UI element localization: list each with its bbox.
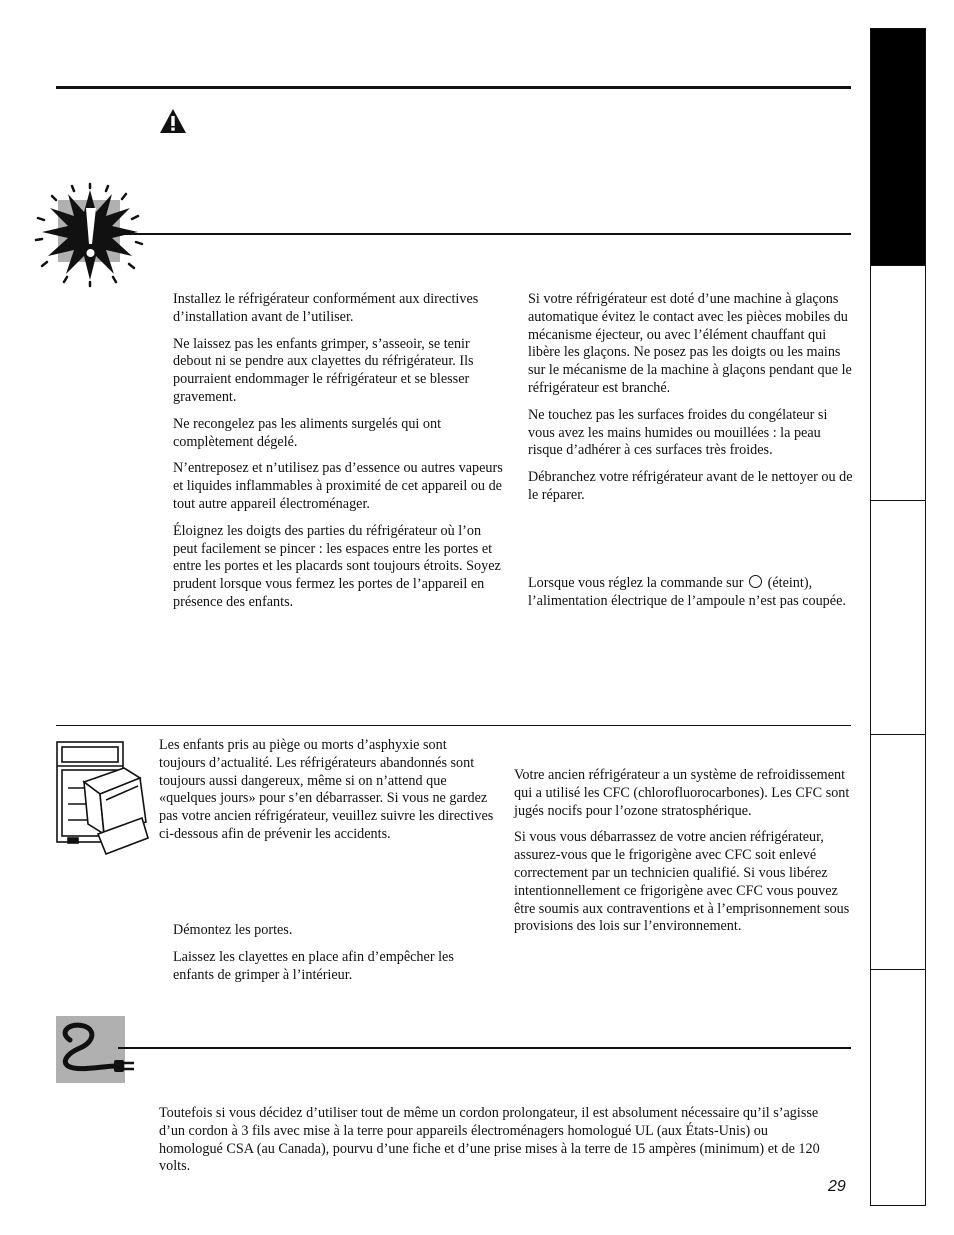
safety-paragraph: N’entreposez et n’utilisez pas d’essence ou autres vapeurs et liquides inflammables à proximité de cet appareil ou de tout autre appareil électroménager.	[173, 460, 503, 512]
section-tab[interactable]	[871, 735, 925, 970]
disposal-right-column	[514, 767, 854, 945]
safety-section-rule	[118, 233, 851, 235]
section-tab[interactable]	[871, 266, 925, 501]
light-paragraph	[528, 575, 854, 611]
light-paragraph-block	[528, 575, 854, 620]
safety-paragraph: Ne recongelez pas les aliments surgelés qui ont complètement dégelé.	[173, 415, 442, 450]
section-tab-active[interactable]	[871, 29, 925, 266]
page-number: 29	[828, 1178, 846, 1195]
safety-paragraph: Si votre réfrigérateur est doté d’une machine à glaçons automatique évitez le contact avec les pièces mobiles du mécanisme éjecteur, ou avec l’élément chauffant qui libère les glaçons. Ne posez pas les doigts ou les mains sur le mécanisme de la machine à glaçons pendant que le réfrigérateur est branché.	[528, 291, 852, 396]
safety-paragraph: Installez le réfrigérateur conformément aux directives d’installation avant de l’utiliser.	[173, 291, 479, 325]
light-paragraph-start: Lorsque vous réglez la commande sur	[528, 575, 744, 591]
refrigerator-icon	[54, 738, 150, 858]
section-tab[interactable]	[871, 970, 925, 1205]
disposal-intro: Les enfants pris au piège ou morts d’asphyxie sont toujours d’actualité. Les réfrigérateurs abandonnés sont toujours aussi dangereux, même si on n’attend que «quelques jours» pour s’en débarrasser. Si vous ne gardez pas votre ancien réfrigérateur, veuillez suivre les directives ci-dessous afin de prévenir les accidents.	[159, 737, 494, 842]
off-circle-icon	[749, 575, 762, 588]
safety-paragraph: Débranchez votre réfrigérateur avant de le nettoyer ou de le réparer.	[528, 469, 853, 503]
cfc-paragraph: Si vous vous débarrassez de votre ancien réfrigérateur, assurez-vous que le frigorigène avec CFC soit enlevé correctement par un technicien qualifié. Si vous libérez intentionnellement ce frigorigène avec CFC vous pouvez être soumis aux contraventions et à l’emprisonnement sous provisions des lois sur l’environnement.	[514, 829, 850, 935]
safety-paragraph: Éloignez les doigts des parties du réfrigérateur où l’on peut facilement se pincer : les espaces entre les portes et entre les portes et les placards sont toujours étroits. Soyez prudent lorsque vous fermez les portes de l’appareil en présence des enfants.	[173, 522, 501, 610]
cfc-paragraph: Votre ancien réfrigérateur a un système de refroidissement qui a utilisé les CFC (chlorofluorocarbones). Les CFC sont jugés nocifs pour l’ozone stratosphérique.	[514, 767, 850, 819]
disposal-left-column	[159, 737, 495, 853]
safety-left-column	[173, 291, 503, 621]
top-rule	[56, 86, 851, 89]
section-tabs	[870, 28, 926, 1206]
power-cord-icon	[56, 1016, 138, 1083]
extension-column	[159, 1105, 825, 1185]
safety-right-column	[528, 291, 854, 514]
disposal-steps	[173, 922, 495, 993]
warning-triangle-icon	[159, 108, 187, 134]
extension-section-rule	[118, 1047, 851, 1049]
disposal-step: Démontez les portes.	[173, 922, 293, 938]
exclamation-burst-icon	[34, 182, 146, 288]
safety-paragraph: Ne laissez pas les enfants grimper, s’asseoir, se tenir debout ni se pendre aux clayettes du réfrigérateur. Ils pourraient endommager le réfrigérateur et se blesser gravement.	[173, 335, 474, 405]
light-paragraph-end: (éteint), l’alimentation électrique de l’ampoule n’est pas coupée.	[528, 575, 846, 609]
extension-paragraph: Toutefois si vous décidez d’utiliser tout de même un cordon prolongateur, il est absolument nécessaire qu’il s’agisse d’un cordon à 3 fils avec mise à la terre pour appareils électroménagers homologué UL (aux États-Unis) ou homologué CSA (au Canada), pourvu d’une fiche et d’une prise mises à la terre de 15 ampères (minimum) et de 120 volts.	[159, 1105, 820, 1175]
safety-paragraph: Ne touchez pas les surfaces froides du congélateur si vous avez les mains humides ou mouillées : la peau risque d’adhérer à ces surfaces très froides.	[528, 406, 828, 459]
disposal-section-rule	[56, 725, 851, 726]
disposal-step: Laissez les clayettes en place afin d’empêcher les enfants de grimper à l’intérieur.	[173, 948, 454, 983]
section-tab[interactable]	[871, 501, 925, 735]
